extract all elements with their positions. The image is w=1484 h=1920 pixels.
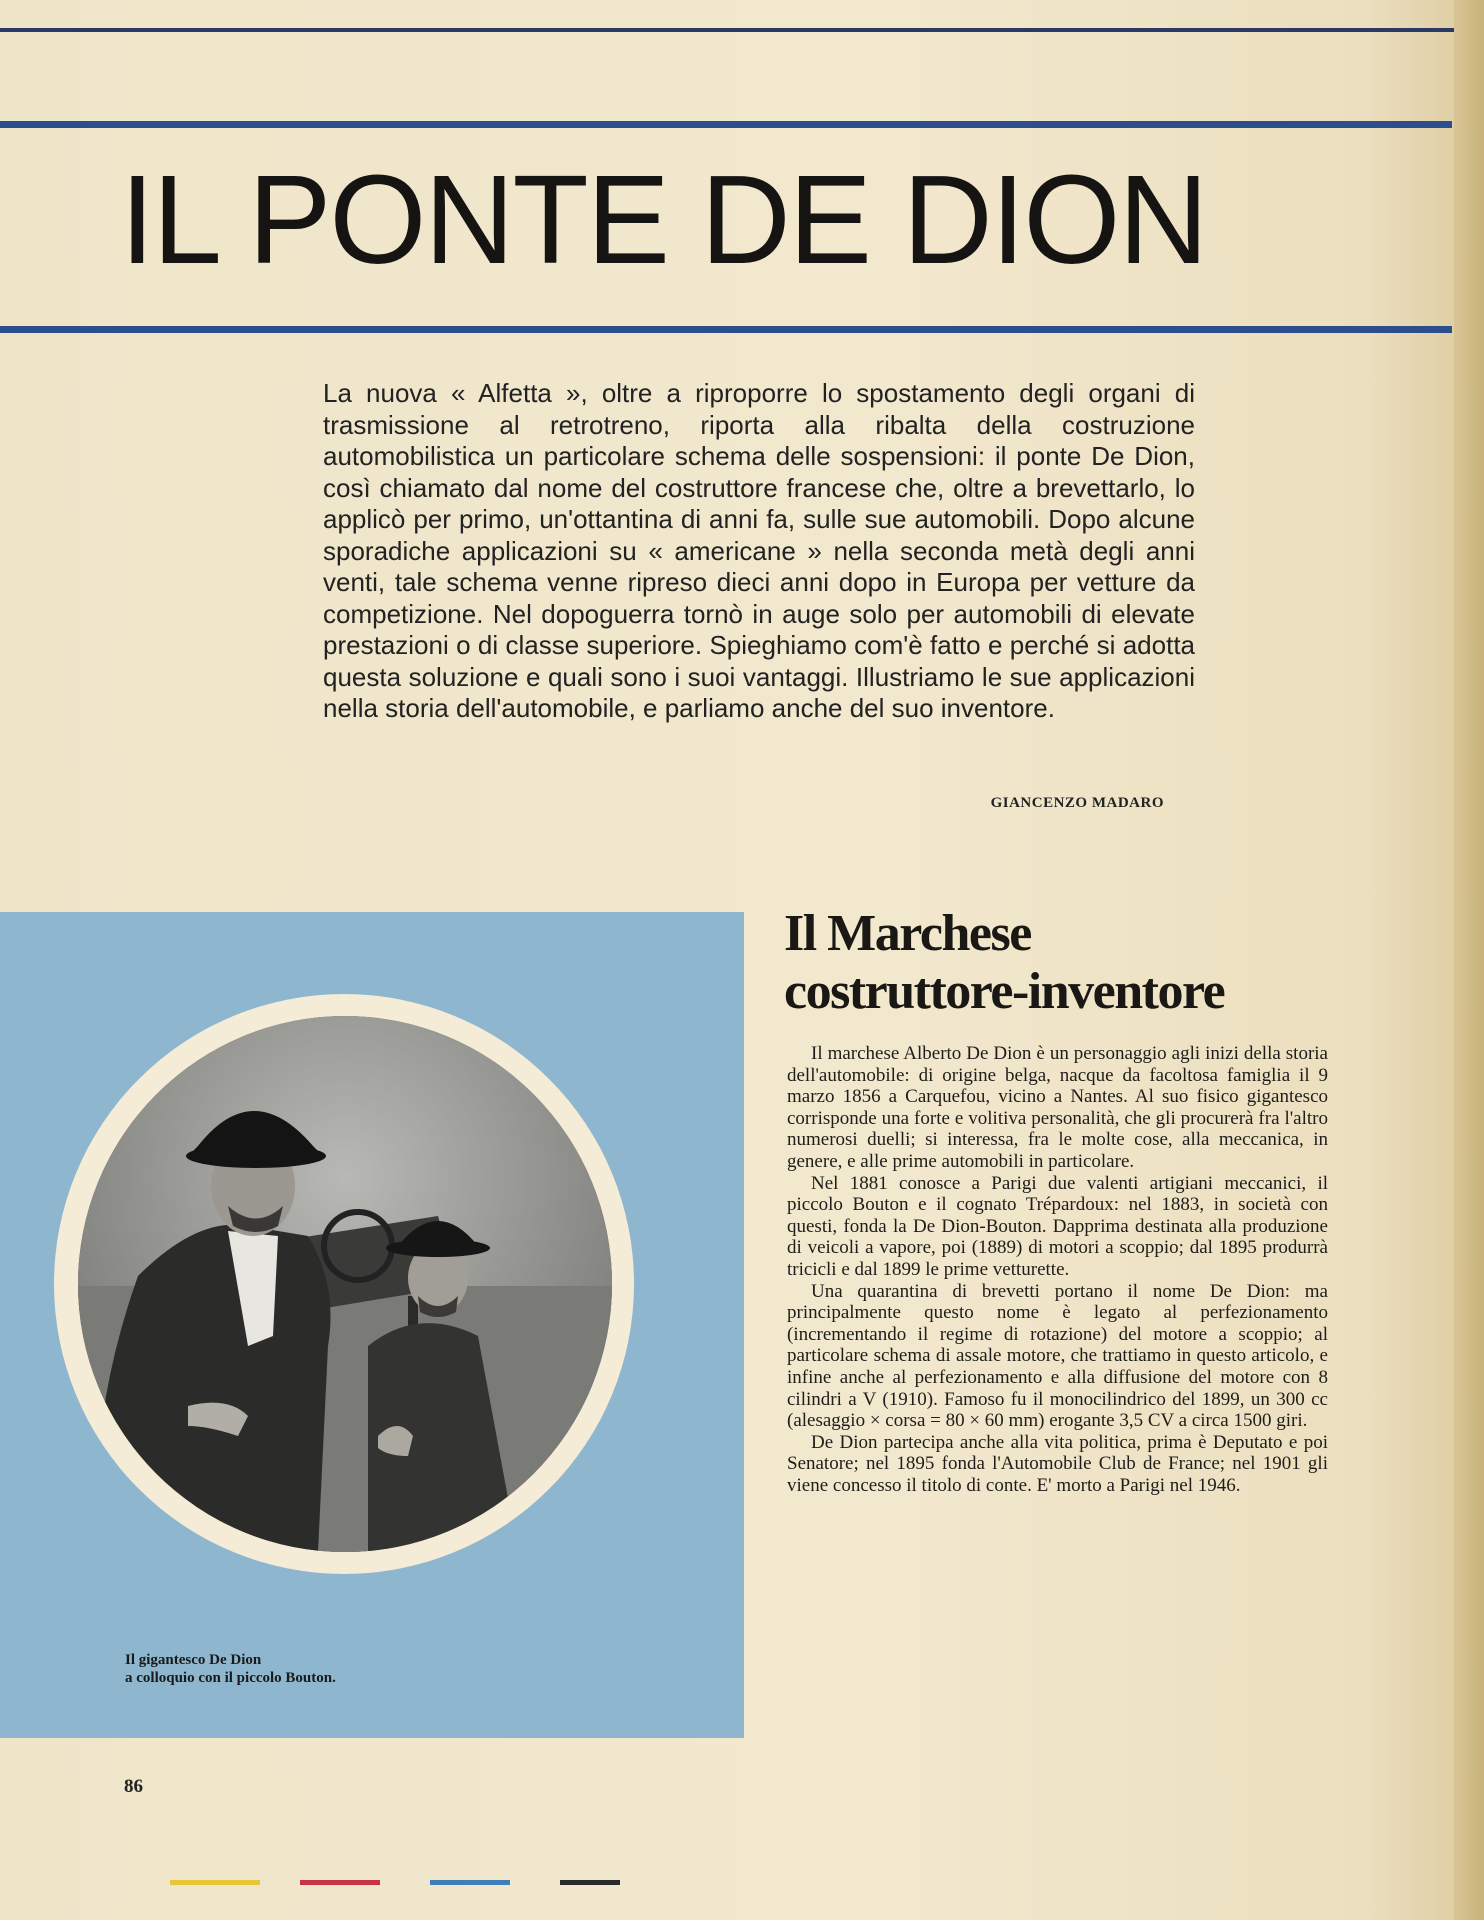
photo-panel [0, 912, 744, 1738]
print-color-bar-magenta [300, 1880, 380, 1885]
historic-photo-illustration [78, 1016, 612, 1552]
caption-line-2: a colloquio con il piccolo Bouton. [125, 1670, 336, 1686]
body-paragraph-3: Una quarantina di brevetti portano il nome De Dion: ma principalmente questo nome è legato al perfezionamento (incrementando il regime di rotazione) del motore a scoppio; al particolare schema di assale motore, che trattiamo in questo articolo, e infine anche al perfezionamento e alla diffusione del motore con 8 cilindri a V (1910). Famoso fu il monocilindrico del 1899, un 300 cc (alesaggio × corsa = 80 × 60 mm) erogante 3,5 CV a circa 1500 giri. [787, 1280, 1328, 1432]
page-binding-edge [1454, 0, 1484, 1920]
photo-caption [125, 1651, 465, 1687]
title-rule-top [0, 121, 1452, 128]
print-color-bar-yellow [170, 1880, 260, 1885]
article-author: GIANCENZO MADARO [990, 795, 1164, 811]
print-color-bar-black [560, 1880, 620, 1885]
section-title-line-2: costruttore-inventore [784, 963, 1225, 1020]
intro-paragraph: La nuova « Alfetta », oltre a riproporre lo spostamento degli organi di trasmissione al retrotreno, riporta alla ribalta della costruzione automobilistica un particolare schema delle sospensioni: il ponte De Dion, così chiamato dal nome del costruttore francese che, oltre a brevettarlo, lo applicò per primo, un'ottantina di anni fa, sulle sue automobili. Dopo alcune sporadiche applicazioni su « americane » nella seconda metà degli anni venti, tale schema venne ripreso dieci anni dopo in Europa per vetture da competizione. Nel dopoguerra tornò in auge solo per automobili di elevate prestazioni o di classe superiore. Spieghiamo com'è fatto e perché si adotta questa soluzione e quali sono i suoi vantaggi. Illustriamo le sue applicazioni nella storia dell'automobile, e parliamo anche del suo inventore. [323, 378, 1195, 723]
historic-photo [78, 1016, 612, 1552]
title-rule-bottom [0, 326, 1452, 333]
section-body [787, 1043, 1328, 1496]
section-title [784, 905, 1344, 1021]
body-paragraph-2: Nel 1881 conosce a Parigi due valenti artigiani meccanici, il piccolo Bouton e il cognato Trépardoux: nel 1883, in società con questi, fonda la De Dion-Bouton. Dapprima destinata alla produzione di veicoli a vapore, poi (1889) di motori a scoppio; dal 1895 produrrà tricicli e dal 1899 le prime vetturette. [787, 1172, 1328, 1280]
body-paragraph-1: Il marchese Alberto De Dion è un personaggio agli inizi della storia dell'automobile: di origine belga, nacque da facoltosa famiglia il 9 marzo 1856 a Carquefou, vicino a Nantes. Al suo fisico gigantesco corrisponde una forte e volitiva personalità, che gli procurerà fra l'altro numerosi duelli; si interessa, fra le molte cose, alla meccanica, in genere, e alle prime automobili in particolare. [787, 1043, 1328, 1172]
body-paragraph-4: De Dion partecipa anche alla vita politica, prima è Deputato e poi Senatore; nel 1895 fonda l'Automobile Club de France; nel 1901 gli viene concesso il titolo di conte. E' morto a Parigi nel 1946. [787, 1431, 1328, 1496]
article-intro [323, 378, 1195, 725]
page-number: 86 [124, 1776, 143, 1797]
print-color-bar-cyan [430, 1880, 510, 1885]
article-title: IL PONTE DE DION [120, 149, 1207, 290]
caption-line-1: Il gigantesco De Dion [125, 1652, 262, 1668]
section-title-line-1: Il Marchese [784, 905, 1031, 962]
page-top-edge [0, 28, 1484, 32]
